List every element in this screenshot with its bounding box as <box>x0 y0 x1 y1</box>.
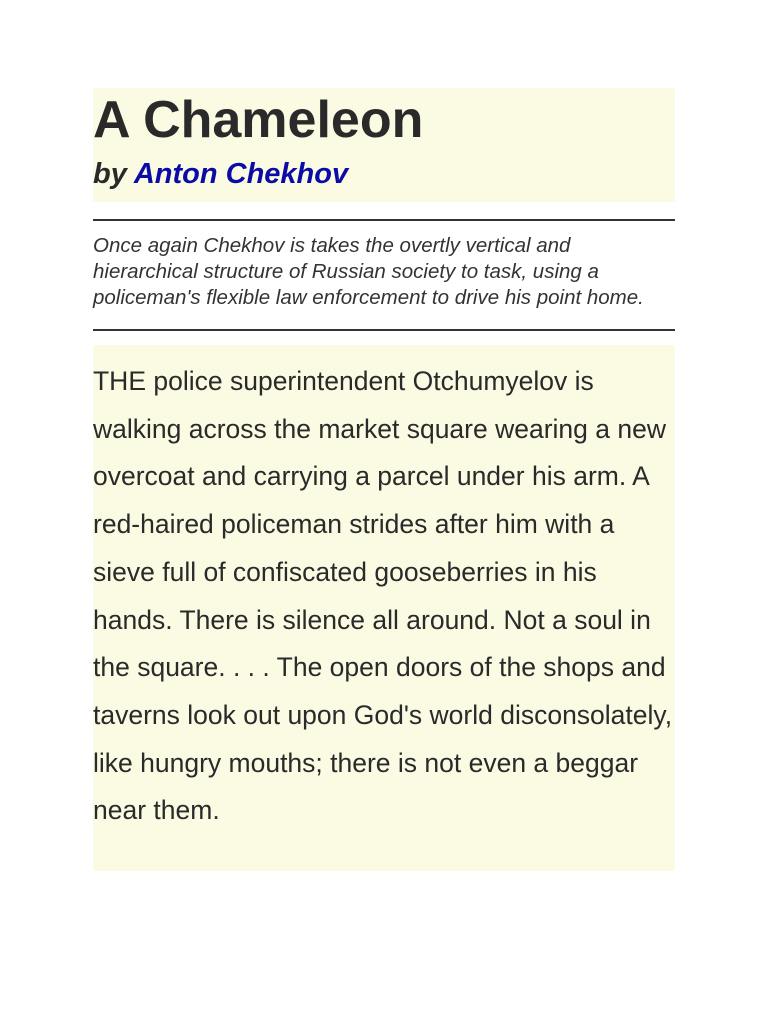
byline-prefix: by <box>93 158 134 190</box>
story-paragraph: THE police superintendent Otchumyelov is walking across the market square wearing a new overcoat and carrying a parcel under his arm. A red-haired policeman strides after him with a sieve full of confiscated gooseberries in his hands. There is silence all around. Not a soul in the square. . . . The open doors of the shops and taverns look out upon God's world disconsolately, like hungry mouths; there is not even a beggar near them. <box>93 366 673 826</box>
summary-blurb: Once again Chekhov is takes the overtly vertical and hierarchical structure of Russian society to task, using a policeman's flexible law enforcement to drive his point home. <box>93 234 644 309</box>
author-name: Anton Chekhov <box>133 158 349 190</box>
document-page <box>93 88 675 871</box>
bottom-divider <box>93 329 675 331</box>
story-block <box>93 345 675 871</box>
byline <box>93 154 675 194</box>
page-title: A Chameleon <box>93 91 424 149</box>
title-block <box>93 88 675 202</box>
